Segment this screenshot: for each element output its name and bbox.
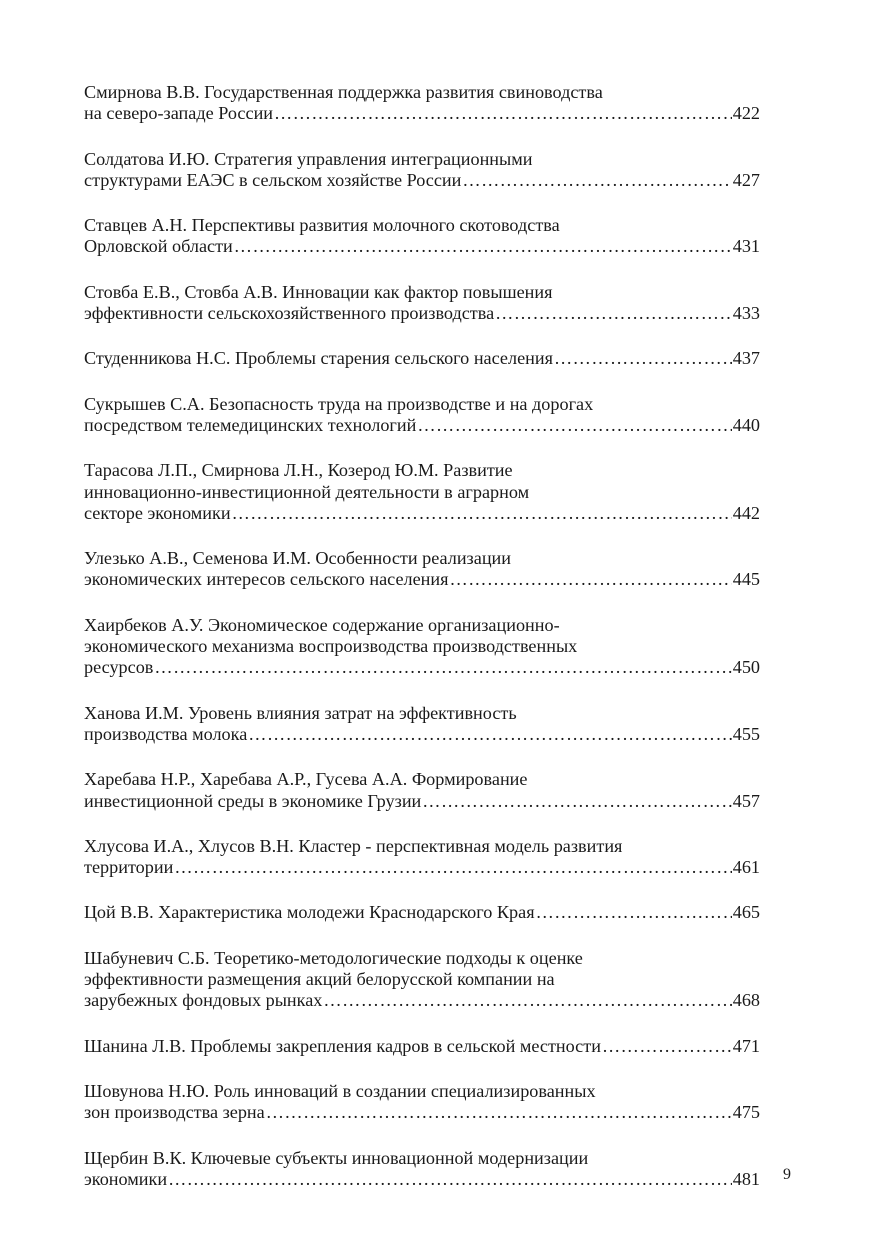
dot-leader [232,503,732,524]
toc-entry [84,769,760,812]
toc-entry [84,460,760,524]
toc-entry [84,282,760,325]
toc-entry-line: Тарасова Л.П., Смирнова Л.Н., Козерод Ю.М. Развитие [84,460,513,481]
dot-leader [168,1169,732,1190]
toc-page-number: 457 [732,790,760,811]
toc-entry-last-line [84,724,760,745]
toc-page-number: 461 [732,857,760,878]
toc-entry [84,215,760,258]
toc-entry-line: Солдатова И.Ю. Стратегия управления интеграционными [84,148,533,169]
toc-entry-last-line [84,170,760,191]
toc-entry-last-line [84,348,760,369]
toc-entry-title: экономических интересов сельского населения [84,569,449,590]
toc-entry [84,82,760,125]
toc-page-number: 422 [732,103,760,124]
toc-page-number: 442 [732,502,760,523]
table-of-contents [84,82,760,1214]
toc-entry [84,1148,760,1191]
toc-entry-title: производства молока [84,723,248,744]
toc-page-number: 433 [732,303,760,324]
toc-entry-last-line [84,415,760,436]
dot-leader [495,303,732,324]
toc-page-number: 431 [732,236,760,257]
dot-leader [248,724,731,745]
toc-entry-line: Улезько А.В., Семенова И.М. Особенности реализации [84,548,512,569]
toc-entry-title: Студенникова Н.С. Проблемы старения сельского населения [84,348,553,369]
dot-leader [450,569,732,590]
toc-entry [84,1081,760,1124]
toc-entry [84,1036,760,1057]
toc-entry [84,548,760,591]
toc-entry-last-line [84,303,760,324]
toc-entry [84,948,760,1012]
toc-entry-line: Шабуневич С.Б. Теоретико-методологические подходы к оценке [84,947,583,968]
toc-page-number: 437 [732,348,760,369]
toc-entry-title: эффективности сельскохозяйственного производства [84,303,495,324]
toc-entry-line: Хлусова И.А., Хлусов В.Н. Кластер - перспективная модель развития [84,835,623,856]
toc-entry [84,836,760,879]
toc-entry-title: структурами ЕАЭС в сельском хозяйстве России [84,169,462,190]
dot-leader [274,103,732,124]
toc-entry [84,348,760,369]
toc-entry-last-line [84,857,760,878]
toc-entry-line: Ставцев А.Н. Перспективы развития молочного скотоводства [84,215,560,236]
toc-entry [84,394,760,437]
dot-leader [417,415,731,436]
toc-entry-last-line [84,990,760,1011]
toc-entry-line: Ханова И.М. Уровень влияния затрат на эффективность [84,702,517,723]
toc-entry [84,902,760,923]
dot-leader [462,170,731,191]
toc-entry-last-line [84,1036,760,1057]
toc-entry-last-line [84,1169,760,1190]
dot-leader [266,1102,732,1123]
toc-page-number: 468 [732,990,760,1011]
toc-entry-last-line [84,902,760,923]
toc-entry-line: инновационно-инвестиционной деятельности в аграрном [84,481,530,502]
toc-entry-line: Харебава Н.Р., Харебава А.Р., Гусева А.А. Формирование [84,769,528,790]
toc-entry-last-line [84,236,760,257]
toc-entry-last-line [84,569,760,590]
toc-entry-title: секторе экономики [84,502,231,523]
toc-entry-last-line [84,503,760,524]
toc-page-number: 445 [732,569,760,590]
toc-entry-line: Шовунова Н.Ю. Роль инноваций в создании специализированных [84,1080,596,1101]
toc-entry-title: Цой В.В. Характеристика молодежи Краснодарского Края [84,902,535,923]
toc-entry-title: инвестиционной среды в экономике Грузии [84,790,422,811]
page-number: 9 [783,1166,791,1183]
dot-leader [602,1036,732,1057]
toc-entry-last-line [84,1102,760,1123]
toc-page-number: 440 [732,414,760,435]
toc-entry-title: экономики [84,1168,168,1189]
dot-leader [234,236,732,257]
toc-entry-title: ресурсов [84,657,154,678]
toc-entry-title: территории [84,857,174,878]
toc-page-number: 465 [732,902,760,923]
toc-page-number: 481 [732,1168,760,1189]
dot-leader [154,657,731,678]
toc-page-number: 471 [732,1035,760,1056]
toc-page-number: 427 [732,169,760,190]
toc-entry-title: зарубежных фондовых рынках [84,990,323,1011]
toc-entry [84,615,760,679]
dot-leader [174,857,731,878]
toc-entry-title: Шанина Л.В. Проблемы закрепления кадров в сельской местности [84,1035,601,1056]
toc-entry-last-line [84,657,760,678]
toc-entry-line: Хаирбеков А.У. Экономическое содержание организационно- [84,614,560,635]
toc-entry-last-line [84,791,760,812]
toc-entry-title: зон производства зерна [84,1102,265,1123]
toc-entry-last-line [84,103,760,124]
toc-page-number: 475 [732,1102,760,1123]
toc-entry-title: посредством телемедицинских технологий [84,414,417,435]
toc-entry-line: Смирнова В.В. Государственная поддержка развития свиноводства [84,82,603,102]
dot-leader [536,902,732,923]
dot-leader [323,990,731,1011]
toc-entry [84,149,760,192]
toc-entry-line: Стовба Е.В., Стовба А.В. Инновации как фактор повышения [84,281,553,302]
toc-page-number: 450 [732,657,760,678]
toc-entry-line: эффективности размещения акций белорусской компании на [84,969,555,990]
toc-entry-line: экономического механизма воспроизводства производственных [84,636,578,657]
toc-entry-line: Сукрышев С.А. Безопасность труда на производстве и на дорогах [84,393,594,414]
toc-entry-line: Щербин В.К. Ключевые субъекты инновационной модернизации [84,1147,589,1168]
dot-leader [554,348,732,369]
toc-page-number: 455 [732,723,760,744]
toc-entry-title: Орловской области [84,236,233,257]
toc-entry [84,703,760,746]
toc-entry-title: на северо-западе России [84,103,274,124]
dot-leader [422,791,731,812]
